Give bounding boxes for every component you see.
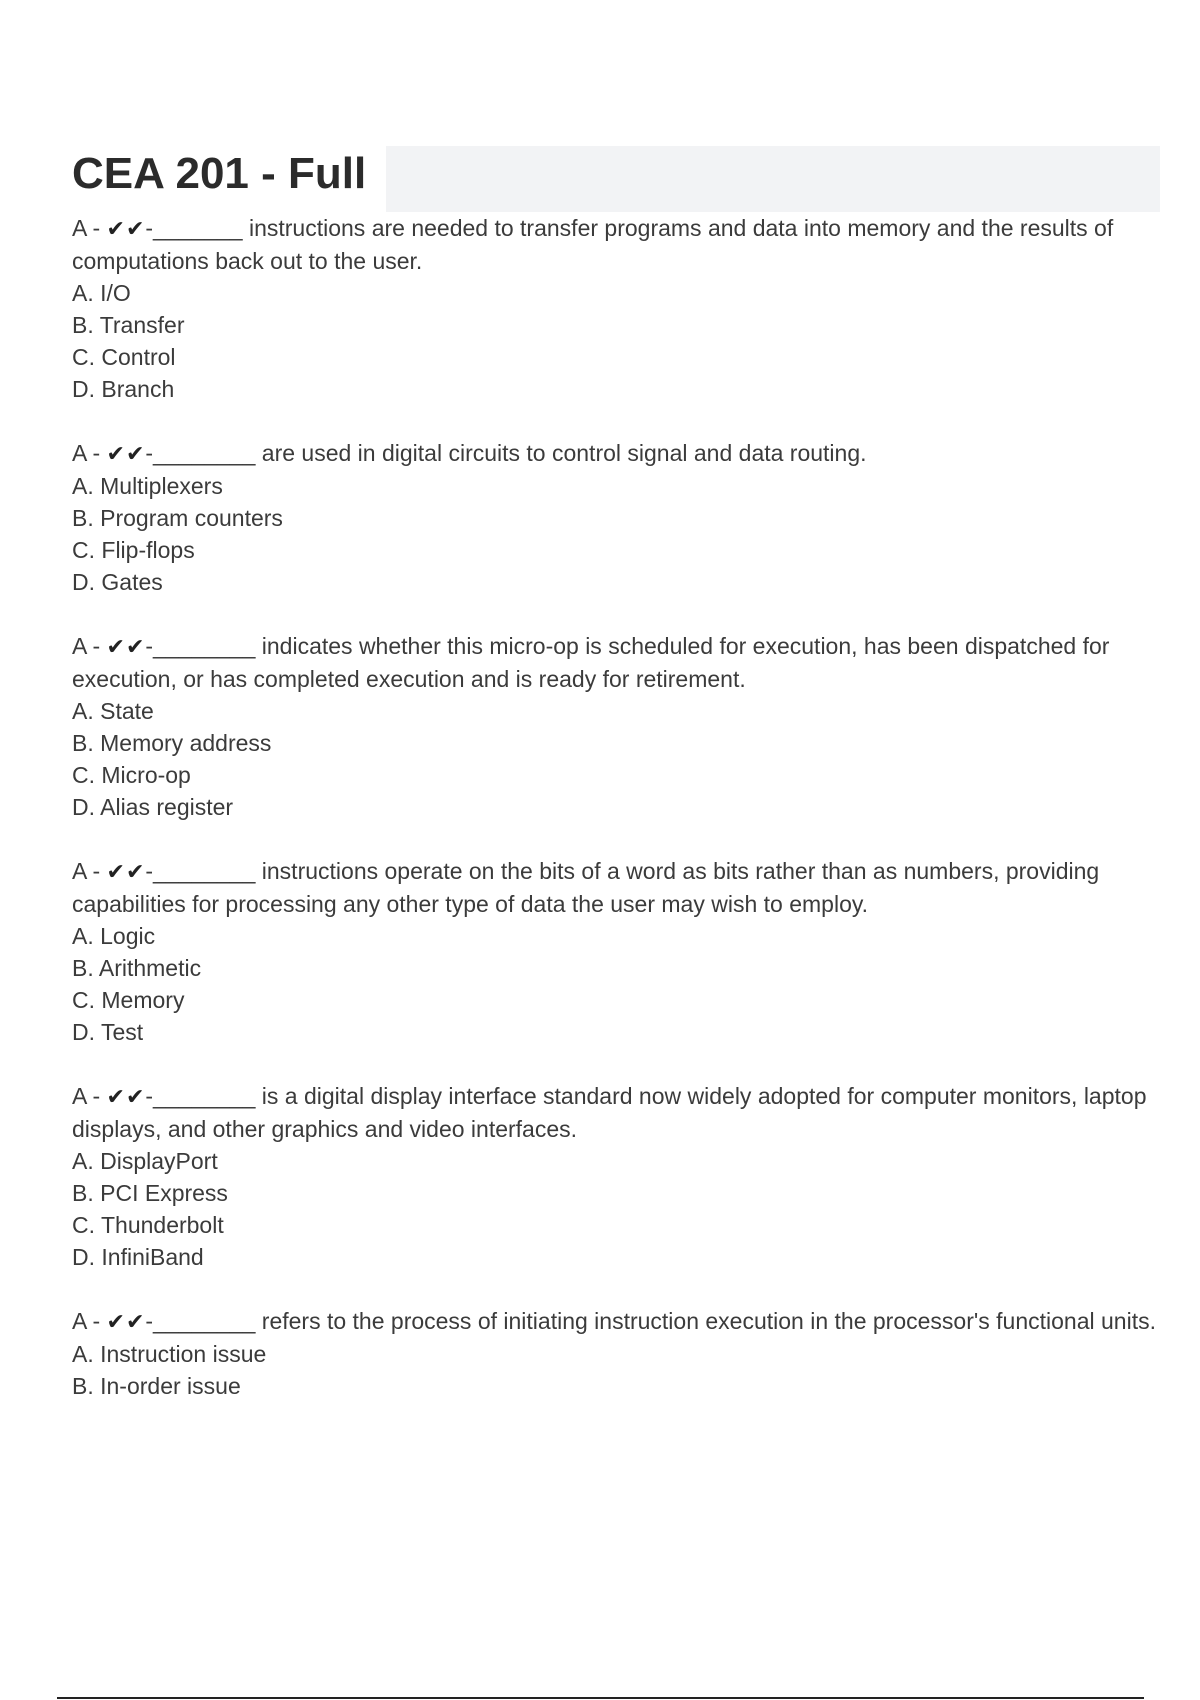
option-d: D. Branch [72, 376, 175, 402]
question-stem [72, 1305, 1172, 1338]
option-d: D. InfiniBand [72, 1244, 204, 1270]
question-2 [72, 437, 1172, 598]
option-a: A. Instruction issue [72, 1341, 267, 1367]
option-d: D. Alias register [72, 794, 234, 820]
question-text: are used in digital circuits to control signal and data routing. [255, 440, 867, 466]
question-stem [72, 437, 1172, 470]
question-text: indicates whether this micro-op is scheduled for execution, has been dispatched for execution, or has completed execution and is ready for retirement. [72, 633, 1110, 692]
option-b: B. Transfer [72, 312, 185, 338]
question-list [72, 212, 1172, 1434]
option-a: A. DisplayPort [72, 1148, 218, 1174]
answer-prefix: A - [72, 1083, 107, 1109]
check-marks-icon: ✔✔ [106, 859, 146, 884]
answer-prefix: A - [72, 1308, 107, 1334]
check-marks-icon: ✔✔ [106, 1309, 146, 1334]
answer-blank: -________ [145, 1308, 256, 1334]
answer-prefix: A - [72, 215, 107, 241]
question-text: refers to the process of initiating instruction execution in the processor's functional units. [255, 1308, 1156, 1334]
answer-prefix: A - [72, 633, 107, 659]
option-b: B. Memory address [72, 730, 272, 756]
check-marks-icon: ✔✔ [106, 441, 146, 466]
question-stem [72, 212, 1172, 277]
question-stem [72, 1080, 1172, 1145]
option-d: D. Test [72, 1019, 144, 1045]
question-3 [72, 630, 1172, 823]
option-b: B. Arithmetic [72, 955, 202, 981]
option-a: A. Logic [72, 923, 156, 949]
option-c: C. Control [72, 344, 176, 370]
question-5 [72, 1080, 1172, 1273]
option-a: A. State [72, 698, 154, 724]
page-title: CEA 201 - Full [72, 149, 367, 198]
answer-blank: -_______ [145, 215, 243, 241]
answer-blank: -________ [145, 1083, 256, 1109]
option-a: A. I/O [72, 280, 131, 306]
question-text: instructions are needed to transfer programs and data into memory and the results of computations back out to the user. [72, 215, 1114, 274]
question-1 [72, 212, 1172, 405]
option-c: C. Memory [72, 987, 185, 1013]
footer-divider [57, 1697, 1144, 1699]
question-stem [72, 630, 1172, 695]
answer-prefix: A - [72, 440, 107, 466]
option-a: A. Multiplexers [72, 473, 223, 499]
check-marks-icon: ✔✔ [106, 1084, 146, 1109]
option-d: D. Gates [72, 569, 163, 595]
check-marks-icon: ✔✔ [106, 216, 146, 241]
check-marks-icon: ✔✔ [106, 634, 146, 659]
question-stem [72, 855, 1172, 920]
question-6 [72, 1305, 1172, 1402]
option-b: B. Program counters [72, 505, 283, 531]
answer-blank: -________ [145, 440, 256, 466]
answer-prefix: A - [72, 858, 107, 884]
question-4 [72, 855, 1172, 1048]
answer-blank: -________ [145, 858, 256, 884]
option-c: C. Micro-op [72, 762, 191, 788]
option-c: C. Thunderbolt [72, 1212, 224, 1238]
question-text: is a digital display interface standard now widely adopted for computer monitors, laptop displays, and other graphics and video interfaces. [72, 1083, 1147, 1142]
option-b: B. In-order issue [72, 1373, 241, 1399]
option-b: B. PCI Express [72, 1180, 228, 1206]
answer-blank: -________ [145, 633, 256, 659]
option-c: C. Flip-flops [72, 537, 195, 563]
question-text: instructions operate on the bits of a word as bits rather than as numbers, providing capabilities for processing any other type of data the user may wish to employ. [72, 858, 1100, 917]
